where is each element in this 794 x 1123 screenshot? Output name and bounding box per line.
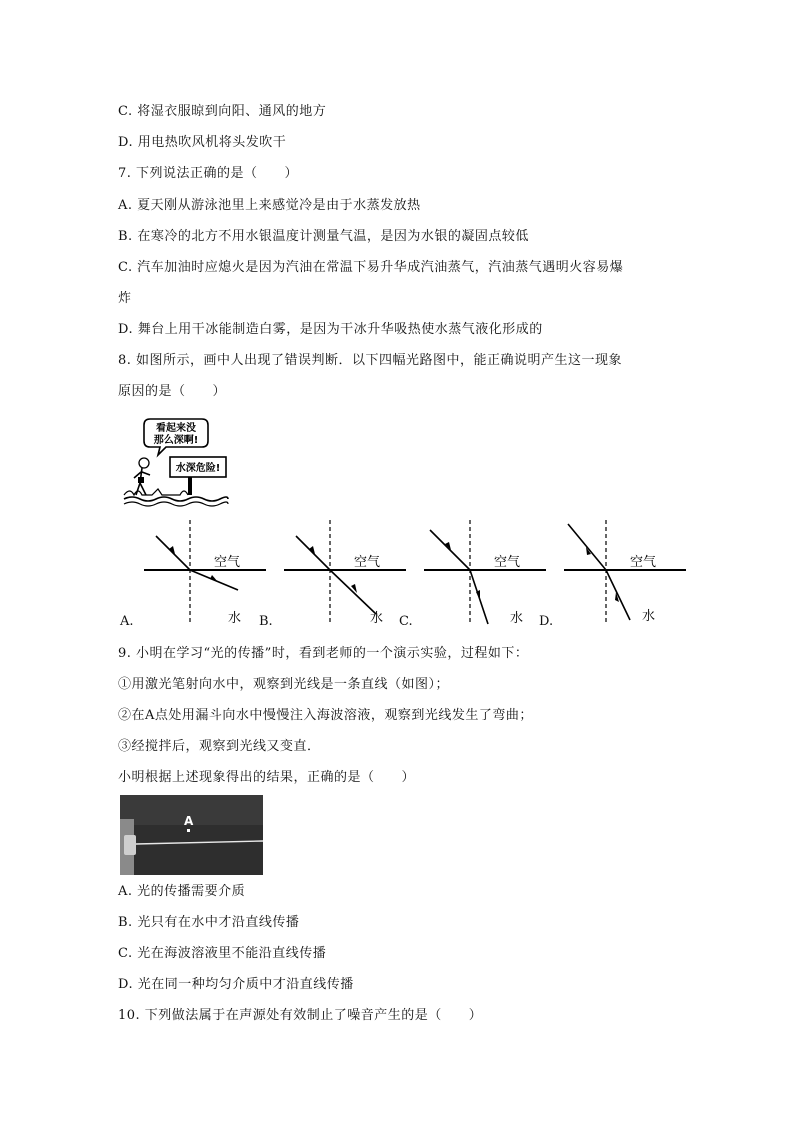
water-label: 水 <box>370 611 384 626</box>
q9-stem: 9. 小明在学习“光的传播”时，看到老师的一个演示实验，过程如下： <box>118 646 529 661</box>
speech-text-line1: 看起来没 <box>156 423 196 434</box>
q9-option-c: C. 光在海波溶液里不能沿直线传播 <box>118 946 327 961</box>
point-a-marker <box>187 829 190 832</box>
light-ray-water <box>330 570 376 614</box>
q6-option-c: C. 将湿衣服晾到向阳、通风的地方 <box>118 104 327 119</box>
q8-stem-line2: 原因的是（ ） <box>118 384 227 399</box>
speech-text-line2: 那么深啊! <box>153 435 199 446</box>
sign-post <box>188 477 192 495</box>
air-label: 空气 <box>354 555 381 570</box>
q7-stem: 7. 下列说法正确的是（ ） <box>118 166 299 181</box>
cartoon-figure <box>122 415 230 507</box>
person-shorts <box>138 477 144 483</box>
water-label: 水 <box>642 609 656 624</box>
laser-experiment-photo <box>120 795 263 875</box>
q9-option-d: D. 光在同一种均匀介质中才沿直线传播 <box>118 977 354 992</box>
diagram-b <box>284 520 412 630</box>
ray-arrow-2 <box>210 575 218 582</box>
light-ray-air <box>568 524 606 570</box>
q9-step-3: ③经搅拌后，观察到光线又变直． <box>118 739 321 754</box>
q9-step-1: ①用激光笔射向水中，观察到光线是一条直线（如图）； <box>118 677 450 692</box>
light-ray-air <box>430 530 470 570</box>
water-label: 水 <box>510 611 524 626</box>
diagram-c <box>424 520 552 630</box>
light-ray-air <box>296 536 330 570</box>
q7-option-b: B. 在寒冷的北方不用水银温度计测量气温，是因为水银的凝固点较低 <box>118 229 529 244</box>
light-ray-water <box>606 570 630 620</box>
q9-step-2: ②在A点处用漏斗向水中慢慢注入海波溶液，观察到光线发生了弯曲； <box>118 708 533 723</box>
q6-option-d: D. 用电热吹风机将头发吹干 <box>118 135 287 150</box>
laser-pen <box>124 835 136 855</box>
person-head <box>139 458 149 468</box>
diagram-c-label: C. <box>399 614 413 629</box>
q7-option-c-line1: C. 汽车加油时应熄火是因为汽油在常温下易升华成汽油蒸气，汽油蒸气遇明火容易爆 <box>118 260 624 275</box>
light-ray-air <box>156 536 190 570</box>
q9-option-b: B. 光只有在水中才沿直线传播 <box>118 915 300 930</box>
warning-sign-text: 水深危险! <box>175 463 221 474</box>
diagram-d <box>564 520 692 630</box>
water-label: 水 <box>228 611 242 626</box>
diagram-a <box>144 520 272 630</box>
q9-option-a: A. 光的传播需要介质 <box>118 884 246 899</box>
q7-option-c-line2: 炸 <box>118 291 132 306</box>
q7-option-d: D. 舞台上用干冰能制造白雾，是因为干冰升华吸热使水蒸气液化形成的 <box>118 322 543 337</box>
air-label: 空气 <box>214 555 241 570</box>
laser-photo-drawing <box>120 795 263 875</box>
air-label: 空气 <box>494 555 521 570</box>
q8-stem-line1: 8. 如图所示，画中人出现了错误判断．以下四幅光路图中，能正确说明产生这一现象 <box>118 353 623 368</box>
diagram-d-label: D. <box>539 614 554 629</box>
point-a-label: A <box>184 814 194 828</box>
q10-stem: 10. 下列做法属于在声源处有效制止了噪音产生的是（ ） <box>118 1008 483 1023</box>
diagram-b-label: B. <box>259 614 273 629</box>
q7-option-a: A. 夏天刚从游泳池里上来感觉冷是由于水蒸发放热 <box>118 198 421 213</box>
q9-question: 小明根据上述现象得出的结果，正确的是（ ） <box>118 770 416 785</box>
diagram-a-label: A. <box>120 614 134 629</box>
air-label: 空气 <box>630 555 657 570</box>
